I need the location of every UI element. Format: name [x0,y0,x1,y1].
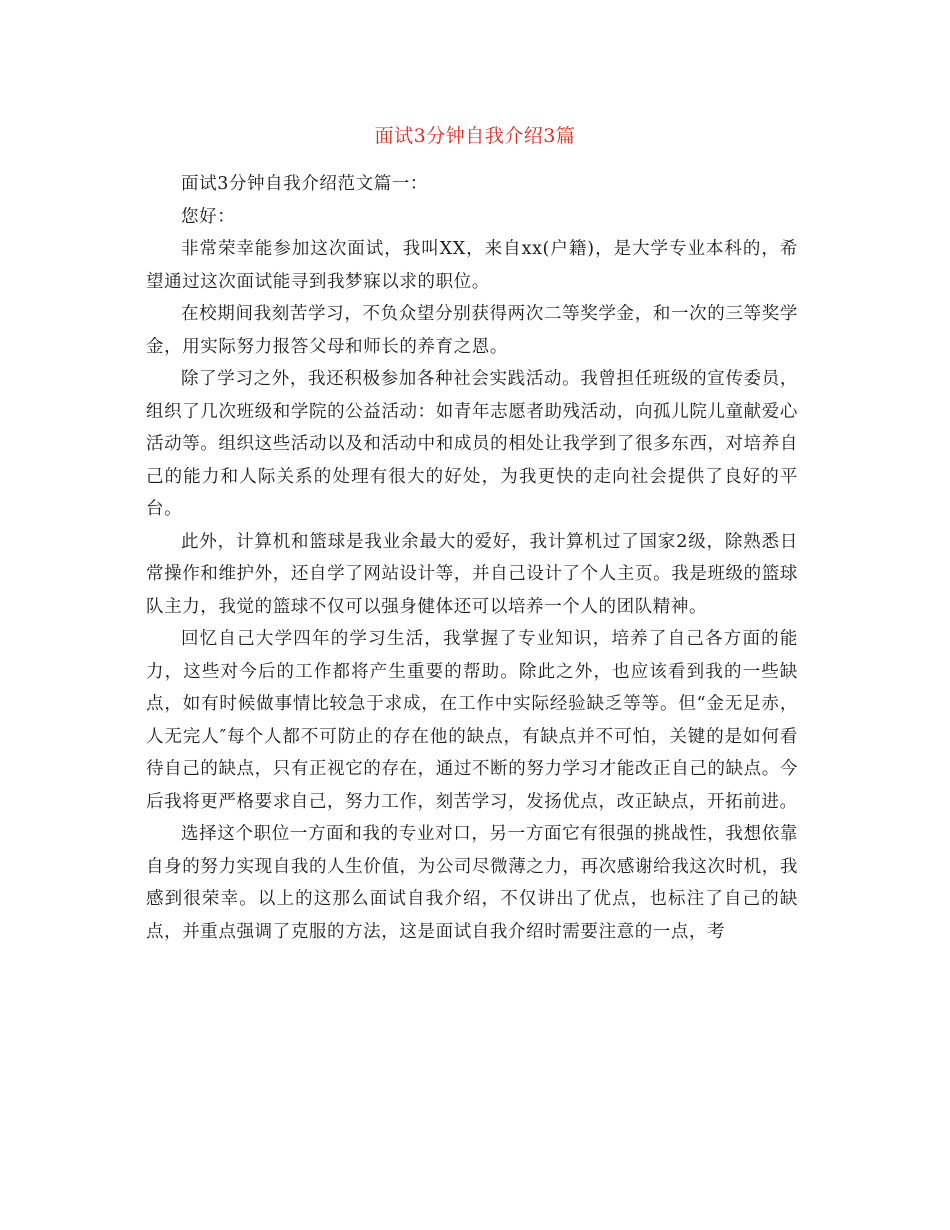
paragraph-activities: 除了学习之外，我还积极参加各种社会实践活动。我曾担任班级的宣传委员，组织了几次班级和学院的公益活动：如青年志愿者助残活动，向孤儿院儿童献爱心活动等。组织这些活动以及和活动中和成员的相处让我学到了很多东西，对培养自己的能力和人际关系的处理有很大的好处，为我更快的走向社会提供了良好的平台。 [146,369,798,519]
document-body [146,168,798,948]
paragraph-intro: 非常荣幸能参加这次面试，我叫XX，来自xx(户籍)，是大学专业本科的，希望通过这次面试能寻到我梦寐以求的职位。 [146,239,798,292]
greeting: 您好： [181,206,236,227]
paragraph-reflection: 回忆自己大学四年的学习生活，我掌握了专业知识，培养了自己各方面的能力，这些对今后的工作都将产生重要的帮助。除此之外，也应该看到我的一些缺点，如有时候做事情比较急于求成，在工作中实际经验缺乏等等。但“金无足赤，人无完人″每个人都不可防止的存在他的缺点，有缺点并不可怕，关键的是如何看待自己的缺点，只有正视它的存在，通过不断的努力学习才能改正自己的缺点。今后我将更严格要求自己，努力工作，刻苦学习，发扬优点，改正缺点，开拓前进。 [146,629,798,812]
paragraph-study: 在校期间我刻苦学习，不负众望分别获得两次二等奖学金，和一次的三等奖学金，用实际努力报答父母和师长的养育之恩。 [146,304,798,357]
paragraph-hobbies: 此外，计算机和篮球是我业余最大的爱好，我计算机过了国家2级，除熟悉日常操作和维护外，还自学了网站设计等，并自己设计了个人主页。我是班级的篮球队主力，我觉的篮球不仅可以强身健体还可以培养一个人的团队精神。 [146,531,798,617]
paragraph-motivation: 选择这个职位一方面和我的专业对口，另一方面它有很强的挑战性，我想依靠自身的努力实现自我的人生价值，为公司尽微薄之力，再次感谢给我这次时机，我感到很荣幸。以上的这那么面试自我介绍，不仅讲出了优点，也标注了自己的缺点，并重点强调了克服的方法，这是面试自我介绍时需要注意的一点，考 [146,824,798,942]
document-title: 面试3分钟自我介绍3篇 [374,125,576,147]
section-heading: 面试3分钟自我介绍范文篇一： [181,174,429,194]
